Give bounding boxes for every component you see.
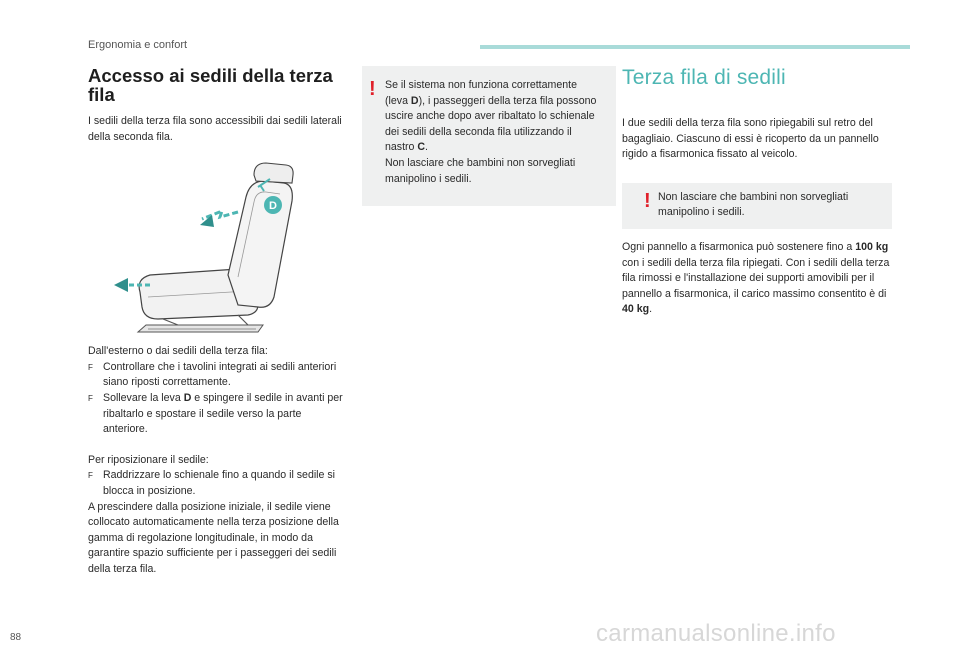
reposition-step: Raddrizzare lo schienale fino a quando il sedile si blocca in posizione. [103, 469, 336, 497]
middle-column [362, 66, 616, 206]
watermark: carmanualsonline.info [596, 620, 836, 647]
warning-right-text: Non lasciare che bambini non sorvegliati manipolino i sedili. [658, 190, 849, 219]
warning-icon: ! [369, 78, 376, 100]
load-text-a: Ogni pannello a fisarmonica può sostenere fino a [622, 240, 856, 253]
load-text-c: . [649, 303, 653, 316]
seat-figure [88, 157, 346, 342]
right-intro: I due sedili della terza fila sono ripiegabili sul retro del bagagliaio. Ciascuno di essi è ricoperto da un pannello rigido a fisarmonica fissato al veicolo. [622, 117, 879, 161]
left-intro: I sedili della terza fila sono accessibili dai sedili laterali della seconda fila. [88, 115, 342, 143]
from-outside-text: Dall'esterno o dai sedili della terza fila: [88, 345, 268, 358]
right-column [622, 66, 892, 318]
figure-label-d: D [269, 200, 277, 213]
header-accent-bar [480, 45, 910, 49]
warning-strap-c: C [417, 141, 426, 154]
list-item [88, 468, 346, 499]
load-40kg: 40 kg [622, 303, 650, 316]
warning-text-c: . [425, 141, 428, 154]
reposition-intro: Per riposizionare il sedile: [88, 453, 209, 466]
warning-box-right [622, 183, 892, 229]
list-item [88, 360, 346, 391]
step-1-text: Controllare che i tavolini integrati ai sedili anteriori siano riposti correttamente. [103, 360, 337, 389]
bullet-icon: F [88, 471, 93, 481]
section-title: Ergonomia e confort [88, 39, 188, 51]
bullet-icon: F [88, 362, 93, 372]
load-text-b: con i sedili della terza fila ripiegati. Con i sedili della terza fila rimossi e l'installazione dei supporti amovibili per il pannello a fisarmonica, il carico massimo consentito è di [622, 256, 890, 300]
final-paragraph: A prescindere dalla posizione iniziale, il sedile viene collocato automaticamente nella terza posizione della gamma di regolazione longitudinale, in modo da garantire spazio sufficiente per i passeggeri dei sedili della terza fila. [88, 500, 339, 575]
warning-text-a: Se il sistema non funziona correttamente (leva [385, 79, 577, 107]
step-2-text-a: Sollevare la leva [103, 391, 184, 404]
left-title: Accesso ai sedili della terza fila [88, 65, 333, 105]
warning-text-b: ), i passeggeri della terza fila possono uscire anche dopo aver ribaltato lo schienale dei sedili della seconda fila utilizzando il nastro [385, 94, 597, 154]
list-item [88, 391, 346, 438]
page-number: 88 [10, 632, 22, 643]
load-100kg: 100 kg [855, 240, 889, 253]
warning-icon: ! [644, 189, 651, 212]
seat-illustration [88, 157, 346, 342]
bullet-icon: F [88, 393, 93, 403]
warning-lever-d: D [410, 94, 419, 107]
left-column [88, 66, 346, 578]
step-2-bold: D [183, 391, 192, 404]
warning-children-text: Non lasciare che bambini non sorvegliati manipolino i sedili. [385, 156, 576, 185]
step-2-text-b: e spingere il sedile in avanti per ribaltarlo e spostare il sedile verso la parte anteriore. [103, 391, 343, 436]
right-title: Terza fila di sedili [622, 66, 786, 89]
warning-box [362, 66, 616, 206]
